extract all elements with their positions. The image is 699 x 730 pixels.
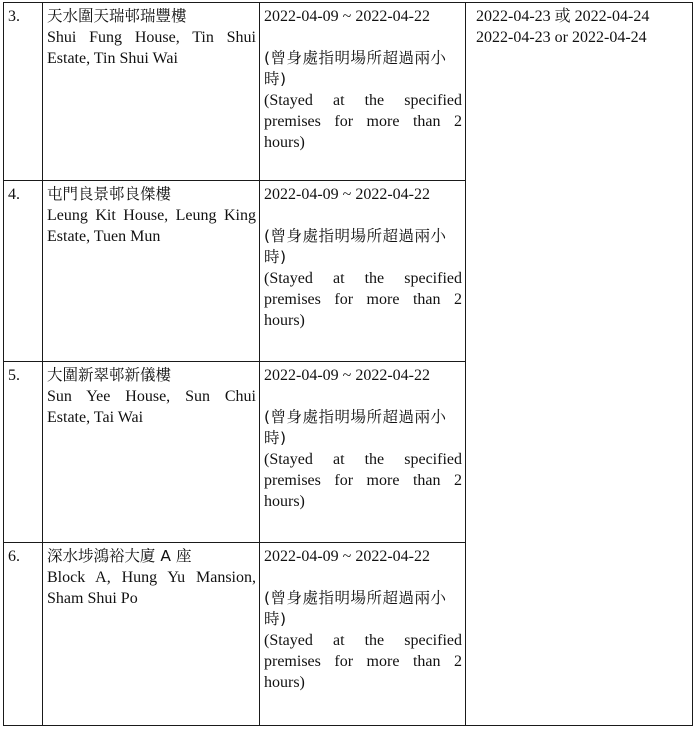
- item-number: 4.: [4, 181, 43, 362]
- test-dates-zh: 2022-04-23 或 2022-04-24: [476, 8, 650, 25]
- stay-period-cell: [260, 362, 466, 543]
- condition-zh: (曾身處指明場所超過兩小時): [264, 49, 447, 88]
- premises-name-zh: 屯門良景邨良傑樓: [47, 185, 172, 203]
- test-dates-en: 2022-04-23 or 2022-04-24: [476, 29, 647, 46]
- specified-premises-table: [3, 2, 693, 726]
- stay-period: 2022-04-09 ~ 2022-04-22: [264, 8, 430, 25]
- condition-en: (Stayed at the specified premises for more than 2 hours): [264, 451, 462, 510]
- premises-cell: [43, 362, 260, 543]
- item-number: 5.: [4, 362, 43, 543]
- test-date-cell: [466, 3, 693, 726]
- condition-en: (Stayed at the specified premises for more than 2 hours): [264, 270, 462, 329]
- premises-name-zh: 大圍新翠邨新儀樓: [47, 366, 172, 384]
- stay-period-cell: [260, 543, 466, 726]
- table-row: [4, 3, 693, 181]
- stay-period: 2022-04-09 ~ 2022-04-22: [264, 186, 430, 203]
- premises-name-en: Shui Fung House, Tin Shui Estate, Tin Shui Wai: [47, 29, 256, 67]
- premises-name-en: Leung Kit House, Leung King Estate, Tuen Mun: [47, 207, 256, 245]
- stay-period-cell: [260, 181, 466, 362]
- premises-cell: [43, 181, 260, 362]
- stay-period: 2022-04-09 ~ 2022-04-22: [264, 367, 430, 384]
- stay-period-cell: [260, 3, 466, 181]
- premises-name-en: Block A, Hung Yu Mansion, Sham Shui Po: [47, 569, 256, 607]
- premises-cell: [43, 3, 260, 181]
- condition-zh: (曾身處指明場所超過兩小時): [264, 227, 447, 266]
- condition-en: (Stayed at the specified premises for more than 2 hours): [264, 92, 462, 151]
- premises-name-en: Sun Yee House, Sun Chui Estate, Tai Wai: [47, 388, 256, 426]
- premises-name-zh: 深水埗鴻裕大廈 A 座: [47, 547, 192, 565]
- condition-en: (Stayed at the specified premises for more than 2 hours): [264, 632, 462, 691]
- condition-zh: (曾身處指明場所超過兩小時): [264, 408, 447, 447]
- stay-period: 2022-04-09 ~ 2022-04-22: [264, 548, 430, 565]
- item-number: 3.: [4, 3, 43, 181]
- condition-zh: (曾身處指明場所超過兩小時): [264, 589, 447, 628]
- premises-name-zh: 天水圍天瑞邨瑞豐樓: [47, 7, 187, 25]
- item-number: 6.: [4, 543, 43, 726]
- premises-cell: [43, 543, 260, 726]
